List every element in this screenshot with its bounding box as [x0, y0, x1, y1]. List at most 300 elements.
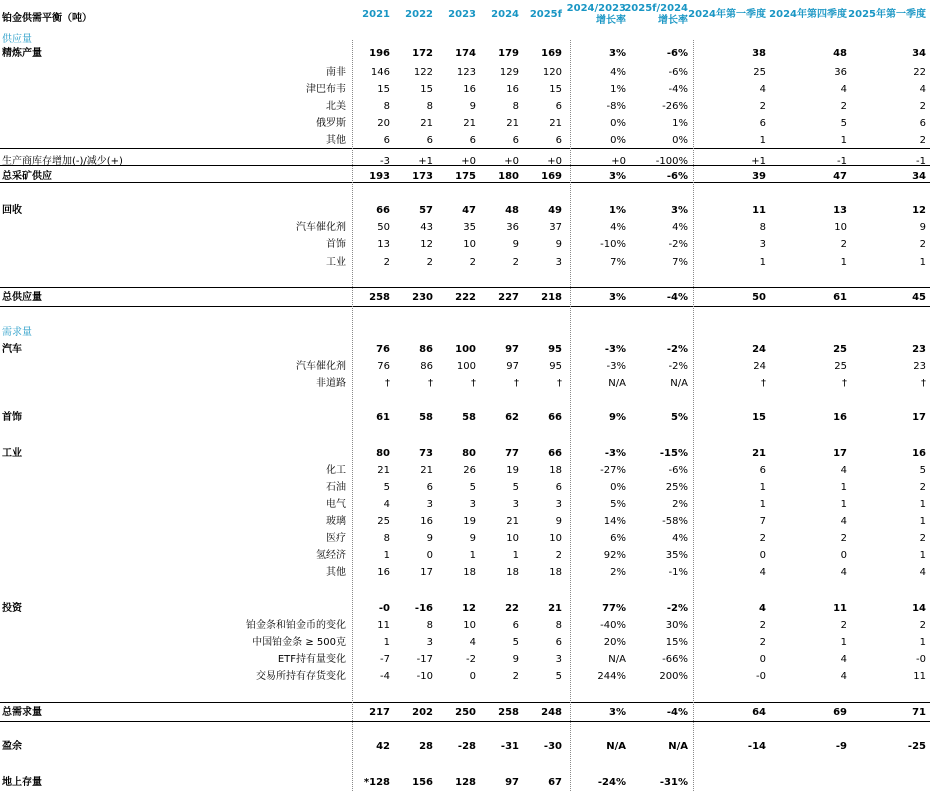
table-cell: 2 [383, 257, 390, 268]
table-cell: 15 [549, 84, 562, 95]
table-cell: -40% [600, 620, 626, 631]
table-cell: 36 [506, 222, 519, 233]
row-divider [0, 148, 930, 149]
table-cell: 86 [420, 361, 433, 372]
table-row [0, 98, 930, 115]
table-cell: 1 [919, 550, 926, 561]
table-cell: 69 [833, 707, 847, 718]
row-label: 玻璃 [326, 516, 346, 527]
table-cell: 38 [752, 48, 766, 59]
table-cell: 14% [603, 516, 626, 527]
table-cell: 1 [840, 482, 847, 493]
column-header: 2024年第一季度 [688, 9, 766, 20]
table-cell: 18 [549, 465, 562, 476]
table-cell: 9 [555, 516, 562, 527]
table-cell: 258 [369, 292, 390, 303]
row-label: 投资 [2, 603, 22, 614]
row-label: 回收 [2, 205, 22, 216]
table-row [0, 530, 930, 547]
row-label: 精炼产量 [2, 48, 42, 59]
table-cell: 11 [913, 671, 926, 682]
table-cell: 92% [603, 550, 626, 561]
table-cell: 7 [759, 516, 766, 527]
row-label: 交易所持有存货变化 [256, 671, 346, 682]
table-cell: 122 [413, 67, 433, 78]
table-cell: 2 [759, 101, 766, 112]
table-cell: 76 [377, 361, 390, 372]
table-cell: 6 [512, 135, 519, 146]
table-cell: 12 [420, 239, 433, 250]
table-cell: 8 [555, 620, 562, 631]
table-cell: 193 [369, 171, 390, 182]
row-label: 地上存量 [2, 777, 42, 788]
table-cell: 25 [833, 344, 847, 355]
table-row [0, 115, 930, 132]
table-cell: +0 [461, 156, 476, 167]
table-cell: 2 [840, 620, 847, 631]
row-label: ETF持有量变化 [277, 654, 346, 665]
table-cell: 172 [412, 48, 433, 59]
table-row [0, 738, 930, 755]
row-label: 北美 [326, 101, 346, 112]
table-cell: 5 [840, 118, 847, 129]
table-cell: 14 [912, 603, 926, 614]
table-cell: 250 [455, 707, 476, 718]
column-header: 2024年第四季度 [769, 9, 847, 20]
table-cell: 222 [455, 292, 476, 303]
table-cell: 58 [462, 412, 476, 423]
table-cell: 21 [548, 603, 562, 614]
row-divider [0, 165, 930, 166]
table-cell: 12 [462, 603, 476, 614]
table-cell: 16 [420, 516, 433, 527]
column-header: 2023 [448, 9, 476, 20]
table-cell: -14 [747, 741, 766, 752]
table-cell: 18 [549, 567, 562, 578]
table-cell: 3 [426, 499, 433, 510]
table-cell: 6 [426, 135, 433, 146]
table-cell: 77 [505, 448, 519, 459]
table-cell: 3 [759, 239, 766, 250]
table-cell: -1% [668, 567, 688, 578]
row-label: 生产商库存增加(-)/减少(+) [2, 156, 123, 167]
table-cell: 180 [498, 171, 519, 182]
table-cell: 28 [419, 741, 433, 752]
table-cell: -2 [466, 654, 476, 665]
table-row [0, 513, 930, 530]
table-cell: 0 [759, 654, 766, 665]
table-cell: 26 [463, 465, 476, 476]
table-cell: 10 [506, 533, 519, 544]
table-cell: 0 [840, 550, 847, 561]
table-cell: 3 [469, 499, 476, 510]
table-cell: -6% [666, 48, 688, 59]
table-row [0, 600, 930, 617]
table-cell: 6 [555, 135, 562, 146]
table-cell: -30 [543, 741, 562, 752]
table-cell: 9 [426, 533, 433, 544]
table-cell: 4% [610, 67, 626, 78]
table-cell: +0 [611, 156, 626, 167]
row-label: 首饰 [326, 239, 346, 250]
table-cell: † [428, 378, 433, 389]
table-cell: 21 [463, 118, 476, 129]
row-label: 总需求量 [2, 707, 42, 718]
table-cell: 196 [369, 48, 390, 59]
table-cell: 4 [840, 671, 847, 682]
table-cell: 5 [555, 671, 562, 682]
table-cell: 0% [672, 135, 688, 146]
table-cell: 16 [377, 567, 390, 578]
table-cell: 25 [753, 67, 766, 78]
table-cell: 23 [912, 344, 926, 355]
table-cell: 200% [659, 671, 688, 682]
table-cell: 2 [919, 482, 926, 493]
table-cell: 25 [834, 361, 847, 372]
table-row [0, 132, 930, 149]
table-cell: -3 [380, 156, 390, 167]
table-cell: 4 [840, 84, 847, 95]
table-cell: 37 [549, 222, 562, 233]
table-cell: 1 [919, 499, 926, 510]
row-label: 汽车催化剂 [296, 222, 346, 233]
column-header: 2025年第一季度 [848, 9, 926, 20]
row-label: 化工 [326, 465, 346, 476]
table-cell: 4 [383, 499, 390, 510]
table-cell: 4 [840, 465, 847, 476]
table-cell: 5% [671, 412, 688, 423]
table-cell: -4 [380, 671, 390, 682]
row-label: 工业 [326, 257, 346, 268]
table-cell: -1 [837, 156, 847, 167]
table-cell: 47 [833, 171, 847, 182]
table-cell: 2% [610, 567, 626, 578]
table-cell: 34 [912, 48, 926, 59]
table-cell: 218 [541, 292, 562, 303]
table-cell: 175 [455, 171, 476, 182]
column-header: 2024/2023 增长率 [566, 3, 626, 26]
table-cell: 10 [834, 222, 847, 233]
table-cell: 5 [469, 482, 476, 493]
table-row [0, 358, 930, 375]
table-cell: 24 [753, 361, 766, 372]
table-cell: 39 [752, 171, 766, 182]
table-cell: 0% [610, 135, 626, 146]
table-cell: 66 [548, 448, 562, 459]
table-cell: 62 [505, 412, 519, 423]
table-cell: 2 [759, 637, 766, 648]
table-cell: 2 [919, 239, 926, 250]
table-cell: 9 [555, 239, 562, 250]
section-header [0, 324, 930, 341]
table-cell: 128 [455, 777, 476, 788]
table-cell: 0% [610, 118, 626, 129]
table-cell: 230 [412, 292, 433, 303]
table-cell: 244% [597, 671, 626, 682]
table-cell: 1 [469, 550, 476, 561]
row-label: 其他 [326, 567, 346, 578]
table-cell: 19 [506, 465, 519, 476]
table-cell: 30% [665, 620, 688, 631]
row-label: 俄罗斯 [316, 118, 346, 129]
table-cell: 10 [463, 620, 476, 631]
table-cell: 11 [752, 205, 766, 216]
table-cell: 1 [759, 482, 766, 493]
table-cell: 97 [505, 344, 519, 355]
table-cell: 2 [426, 257, 433, 268]
table-cell: 15 [752, 412, 766, 423]
table-row [0, 289, 930, 306]
table-cell: 66 [376, 205, 390, 216]
table-cell: 5% [610, 499, 626, 510]
table-cell: † [514, 378, 519, 389]
table-cell: 4 [919, 84, 926, 95]
table-cell: *128 [363, 777, 390, 788]
table-cell: -2% [666, 603, 688, 614]
table-cell: 169 [541, 48, 562, 59]
table-cell: 80 [462, 448, 476, 459]
table-cell: 36 [834, 67, 847, 78]
row-label: 津巴布韦 [306, 84, 346, 95]
table-cell: 21 [377, 465, 390, 476]
table-cell: -58% [662, 516, 688, 527]
column-divider [693, 40, 694, 791]
table-cell: 97 [506, 361, 519, 372]
table-cell: 8 [383, 101, 390, 112]
table-cell: 2 [469, 257, 476, 268]
table-cell: -0 [916, 654, 926, 665]
table-cell: 18 [463, 567, 476, 578]
table-cell: 202 [412, 707, 433, 718]
table-cell: 100 [455, 344, 476, 355]
table-cell: 4 [759, 567, 766, 578]
table-row [0, 496, 930, 513]
table-cell: 1 [759, 499, 766, 510]
table-cell: 48 [833, 48, 847, 59]
table-cell: 0 [426, 550, 433, 561]
table-cell: 0 [759, 550, 766, 561]
column-divider [570, 40, 571, 791]
table-cell: 22 [505, 603, 519, 614]
table-cell: 6 [426, 482, 433, 493]
table-cell: 2 [840, 101, 847, 112]
table-cell: 13 [833, 205, 847, 216]
table-cell: -10% [600, 239, 626, 250]
table-cell: 129 [499, 67, 519, 78]
table-cell: 5 [919, 465, 926, 476]
table-cell: 97 [505, 777, 519, 788]
table-cell: 4 [840, 516, 847, 527]
table-cell: 100 [456, 361, 476, 372]
table-cell: 47 [462, 205, 476, 216]
table-cell: +1 [751, 156, 766, 167]
table-cell: 5 [512, 482, 519, 493]
column-header: 2022 [405, 9, 433, 20]
table-cell: 8 [426, 620, 433, 631]
table-cell: 9 [469, 101, 476, 112]
table-cell: 18 [506, 567, 519, 578]
table-cell: 66 [548, 412, 562, 423]
table-cell: 9 [512, 654, 519, 665]
table-cell: 217 [369, 707, 390, 718]
table-cell: 73 [419, 448, 433, 459]
table-cell: -4% [666, 292, 688, 303]
table-cell: 156 [412, 777, 433, 788]
table-cell: -15% [659, 448, 688, 459]
column-divider [352, 40, 353, 791]
table-cell: 4% [672, 222, 688, 233]
table-cell: 2% [672, 499, 688, 510]
table-cell: 6 [512, 620, 519, 631]
row-label: 工业 [2, 448, 22, 459]
table-row [0, 462, 930, 479]
table-cell: 2 [840, 533, 847, 544]
table-cell: 23 [913, 361, 926, 372]
table-cell: 2 [919, 135, 926, 146]
table-cell: -25 [907, 741, 926, 752]
table-cell: 16 [463, 84, 476, 95]
table-cell: 6 [555, 637, 562, 648]
table-cell: 6 [469, 135, 476, 146]
table-cell: 11 [377, 620, 390, 631]
table-cell: 2 [512, 671, 519, 682]
table-cell: -0 [756, 671, 766, 682]
table-cell: 2 [759, 533, 766, 544]
table-cell: 95 [548, 344, 562, 355]
table-cell: N/A [606, 741, 626, 752]
table-cell: 4 [840, 567, 847, 578]
table-row [0, 479, 930, 496]
table-cell: -3% [604, 344, 626, 355]
table-cell: 45 [912, 292, 926, 303]
table-cell: 1 [759, 257, 766, 268]
table-cell: 21 [420, 118, 433, 129]
table-cell: 20 [377, 118, 390, 129]
table-cell: +0 [547, 156, 562, 167]
table-cell: 1 [840, 257, 847, 268]
table-cell: 6 [759, 118, 766, 129]
table-cell: 21 [549, 118, 562, 129]
table-cell: 3 [555, 499, 562, 510]
table-cell: -9 [835, 741, 847, 752]
table-cell: -2% [668, 239, 688, 250]
row-label: 铂金条和铂金币的变化 [246, 620, 346, 631]
row-divider [0, 287, 930, 288]
table-cell: -10 [416, 671, 433, 682]
table-cell: -24% [597, 777, 626, 788]
table-cell: 3% [609, 292, 626, 303]
row-label: 其他 [326, 135, 346, 146]
table-cell: 67 [548, 777, 562, 788]
table-cell: 173 [412, 171, 433, 182]
table-cell: 4% [672, 533, 688, 544]
column-header: 2021 [362, 9, 390, 20]
table-cell: -26% [662, 101, 688, 112]
table-cell: 0% [610, 482, 626, 493]
table-cell: 1% [609, 205, 626, 216]
table-cell: 1 [919, 637, 926, 648]
table-row [0, 254, 930, 271]
table-cell: -28 [457, 741, 476, 752]
row-label: 氢经济 [316, 550, 346, 561]
table-cell: -6% [668, 67, 688, 78]
table-row [0, 375, 930, 392]
table-cell: 10 [463, 239, 476, 250]
table-cell: 6% [610, 533, 626, 544]
table-cell: -6% [666, 171, 688, 182]
table-cell: 3% [609, 48, 626, 59]
table-cell: 7% [672, 257, 688, 268]
table-cell: 1 [383, 550, 390, 561]
table-cell: 11 [833, 603, 847, 614]
table-cell: 10 [549, 533, 562, 544]
table-cell: 146 [370, 67, 390, 78]
table-cell: 42 [376, 741, 390, 752]
table-row [0, 668, 930, 685]
table-cell: 22 [913, 67, 926, 78]
table-cell: 9% [609, 412, 626, 423]
table-cell: 25% [665, 482, 688, 493]
table-cell: 13 [377, 239, 390, 250]
table-cell: 120 [542, 67, 562, 78]
table-cell: 25 [377, 516, 390, 527]
table-cell: 50 [752, 292, 766, 303]
table-cell: -66% [662, 654, 688, 665]
table-cell: 12 [912, 205, 926, 216]
table-cell: 8 [383, 533, 390, 544]
table-row [0, 704, 930, 721]
table-cell: 61 [376, 412, 390, 423]
table-cell: 0 [469, 671, 476, 682]
table-cell: 21 [506, 118, 519, 129]
table-cell: 2 [919, 620, 926, 631]
table-cell: 2 [759, 620, 766, 631]
row-divider [0, 702, 930, 703]
table-cell: -100% [655, 156, 688, 167]
row-label: 总供应量 [2, 292, 42, 303]
table-cell: 1 [840, 499, 847, 510]
table-cell: † [557, 378, 562, 389]
table-cell: 17 [833, 448, 847, 459]
row-label: 首饰 [2, 412, 22, 423]
table-cell: -6% [668, 465, 688, 476]
row-label: 非道路 [316, 378, 346, 389]
table-cell: 6 [555, 101, 562, 112]
table-cell: 17 [912, 412, 926, 423]
table-cell: 4 [469, 637, 476, 648]
table-cell: 58 [419, 412, 433, 423]
table-cell: 3 [512, 499, 519, 510]
table-row [0, 634, 930, 651]
table-cell: -4% [668, 84, 688, 95]
row-label: 汽车催化剂 [296, 361, 346, 372]
table-cell: † [761, 378, 766, 389]
table-cell: +1 [418, 156, 433, 167]
column-header: 2025f [529, 9, 562, 20]
table-row [0, 236, 930, 253]
table-row [0, 617, 930, 634]
table-row [0, 547, 930, 564]
table-cell: -31% [659, 777, 688, 788]
table-cell: 20% [603, 637, 626, 648]
table-cell: 1 [919, 516, 926, 527]
table-cell: 71 [912, 707, 926, 718]
table-cell: 80 [376, 448, 390, 459]
table-cell: 5 [383, 482, 390, 493]
table-cell: -2% [668, 361, 688, 372]
table-cell: 49 [548, 205, 562, 216]
table-row [0, 651, 930, 668]
